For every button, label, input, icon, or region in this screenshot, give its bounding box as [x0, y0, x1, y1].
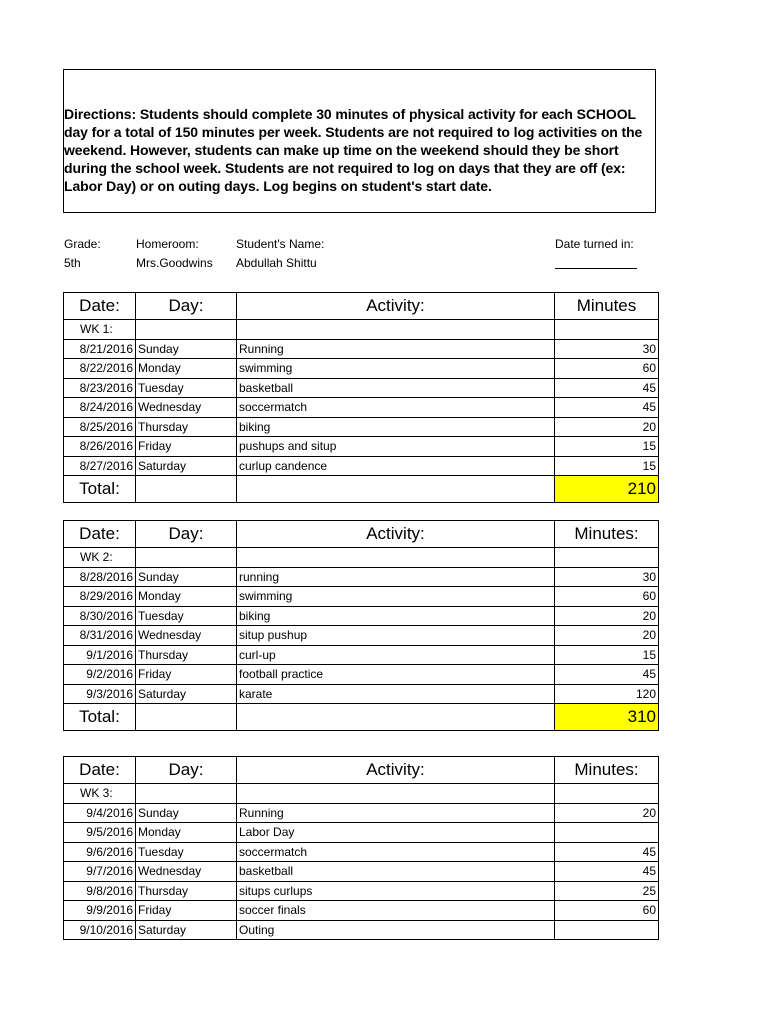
minutes-cell: 20 [555, 606, 659, 626]
date-cell: 9/10/2016 [64, 920, 136, 940]
minutes-cell: 20 [555, 803, 659, 823]
minutes-header: Minutes: [555, 521, 659, 548]
week-label-row [64, 548, 659, 568]
table-row [64, 587, 659, 607]
week-1-table [63, 292, 659, 503]
date-header: Date: [64, 293, 136, 320]
table-row [64, 567, 659, 587]
day-cell: Thursday [136, 417, 237, 437]
directions-text: Directions: Students should complete 30 minutes of physical activity for each SCHOOL day for a total of 150 minutes per week. Students are not required to log activities on the weekend. However, students can make up time on the weekend should they be short during the school week. Students are not required to log on days that they are off (ex: Labor Day) or on outing days. Log begins on student's start date. [64, 106, 643, 194]
week-label: WK 1: [64, 320, 136, 340]
minutes-cell: 45 [555, 862, 659, 882]
activity-cell: karate [237, 684, 555, 704]
total-row [64, 704, 659, 731]
date-cell: 8/21/2016 [64, 339, 136, 359]
minutes-cell: 45 [555, 378, 659, 398]
date-cell: 8/31/2016 [64, 626, 136, 646]
table-row [64, 437, 659, 457]
day-cell: Wednesday [136, 398, 237, 418]
table-row [64, 417, 659, 437]
date-turned-in-field [555, 256, 637, 272]
minutes-header: Minutes [555, 293, 659, 320]
date-cell: 9/3/2016 [64, 684, 136, 704]
table-row [64, 359, 659, 379]
activity-cell: Labor Day [237, 823, 555, 843]
activity-cell: curlup candence [237, 456, 555, 476]
minutes-cell: 60 [555, 359, 659, 379]
day-cell: Wednesday [136, 862, 237, 882]
date-header: Date: [64, 521, 136, 548]
date-cell: 8/30/2016 [64, 606, 136, 626]
table-row [64, 606, 659, 626]
activity-cell: pushups and situp [237, 437, 555, 457]
table-row [64, 665, 659, 685]
day-cell: Monday [136, 823, 237, 843]
table-row [64, 803, 659, 823]
homeroom-value: Mrs.Goodwins [136, 256, 213, 270]
activity-cell: situp pushup [237, 626, 555, 646]
day-cell: Monday [136, 359, 237, 379]
week-label-row [64, 784, 659, 804]
activity-cell: basketball [237, 862, 555, 882]
activity-cell: biking [237, 606, 555, 626]
activity-cell: Running [237, 339, 555, 359]
day-cell: Sunday [136, 803, 237, 823]
student-name-label: Student's Name: [236, 237, 325, 251]
table-row [64, 881, 659, 901]
activity-cell: Outing [237, 920, 555, 940]
total-row [64, 476, 659, 503]
activity-header: Activity: [237, 293, 555, 320]
day-cell: Saturday [136, 920, 237, 940]
minutes-cell: 45 [555, 398, 659, 418]
activity-cell: swimming [237, 359, 555, 379]
activity-cell: soccermatch [237, 842, 555, 862]
activity-cell: situps curlups [237, 881, 555, 901]
day-cell: Thursday [136, 645, 237, 665]
day-header: Day: [136, 293, 237, 320]
minutes-header: Minutes: [555, 757, 659, 784]
date-cell: 9/8/2016 [64, 881, 136, 901]
day-cell: Tuesday [136, 378, 237, 398]
minutes-cell [555, 920, 659, 940]
table-row [64, 339, 659, 359]
activity-header: Activity: [237, 521, 555, 548]
blank-line [555, 256, 637, 269]
grade-value: 5th [64, 256, 81, 270]
date-cell: 9/1/2016 [64, 645, 136, 665]
table-row [64, 920, 659, 940]
table-row [64, 842, 659, 862]
minutes-cell: 60 [555, 901, 659, 921]
activity-cell: swimming [237, 587, 555, 607]
day-cell: Tuesday [136, 842, 237, 862]
activity-cell: biking [237, 417, 555, 437]
date-cell: 8/25/2016 [64, 417, 136, 437]
week-2-table [63, 520, 659, 731]
table-row [64, 626, 659, 646]
day-cell: Wednesday [136, 626, 237, 646]
minutes-cell: 30 [555, 567, 659, 587]
minutes-cell: 45 [555, 842, 659, 862]
minutes-cell: 20 [555, 417, 659, 437]
date-cell: 8/26/2016 [64, 437, 136, 457]
activity-cell: running [237, 567, 555, 587]
activity-cell: football practice [237, 665, 555, 685]
header-row [64, 293, 659, 320]
total-value: 210 [555, 476, 659, 503]
total-value: 310 [555, 704, 659, 731]
week-label: WK 2: [64, 548, 136, 568]
date-cell: 9/6/2016 [64, 842, 136, 862]
day-cell: Saturday [136, 684, 237, 704]
table-row [64, 398, 659, 418]
date-turned-in-label: Date turned in: [555, 237, 634, 251]
date-cell: 8/22/2016 [64, 359, 136, 379]
header-row [64, 757, 659, 784]
table-row [64, 684, 659, 704]
grade-label: Grade: [64, 237, 101, 251]
day-cell: Saturday [136, 456, 237, 476]
minutes-cell [555, 823, 659, 843]
day-cell: Friday [136, 437, 237, 457]
activity-cell: basketball [237, 378, 555, 398]
total-label: Total: [64, 704, 136, 731]
day-cell: Monday [136, 587, 237, 607]
minutes-cell: 15 [555, 645, 659, 665]
total-label: Total: [64, 476, 136, 503]
date-cell: 9/9/2016 [64, 901, 136, 921]
table-row [64, 862, 659, 882]
table-row [64, 378, 659, 398]
date-cell: 9/5/2016 [64, 823, 136, 843]
directions-box [63, 69, 656, 213]
week-3-table [63, 756, 659, 940]
day-header: Day: [136, 757, 237, 784]
day-cell: Friday [136, 665, 237, 685]
header-row [64, 521, 659, 548]
activity-cell: soccermatch [237, 398, 555, 418]
minutes-cell: 15 [555, 437, 659, 457]
week-label-row [64, 320, 659, 340]
date-cell: 9/2/2016 [64, 665, 136, 685]
table-row [64, 456, 659, 476]
date-header: Date: [64, 757, 136, 784]
date-cell: 8/23/2016 [64, 378, 136, 398]
week-label: WK 3: [64, 784, 136, 804]
student-name-value: Abdullah Shittu [236, 256, 317, 270]
minutes-cell: 15 [555, 456, 659, 476]
homeroom-label: Homeroom: [136, 237, 199, 251]
day-cell: Tuesday [136, 606, 237, 626]
table-row [64, 823, 659, 843]
minutes-cell: 60 [555, 587, 659, 607]
activity-cell: soccer finals [237, 901, 555, 921]
table-row [64, 901, 659, 921]
activity-cell: Running [237, 803, 555, 823]
date-cell: 9/4/2016 [64, 803, 136, 823]
table-row [64, 645, 659, 665]
day-header: Day: [136, 521, 237, 548]
date-cell: 8/27/2016 [64, 456, 136, 476]
minutes-cell: 30 [555, 339, 659, 359]
day-cell: Sunday [136, 339, 237, 359]
day-cell: Friday [136, 901, 237, 921]
minutes-cell: 25 [555, 881, 659, 901]
minutes-cell: 45 [555, 665, 659, 685]
activity-header: Activity: [237, 757, 555, 784]
minutes-cell: 20 [555, 626, 659, 646]
activity-cell: curl-up [237, 645, 555, 665]
date-cell: 8/29/2016 [64, 587, 136, 607]
date-cell: 8/24/2016 [64, 398, 136, 418]
date-cell: 8/28/2016 [64, 567, 136, 587]
day-cell: Sunday [136, 567, 237, 587]
minutes-cell: 120 [555, 684, 659, 704]
day-cell: Thursday [136, 881, 237, 901]
date-cell: 9/7/2016 [64, 862, 136, 882]
